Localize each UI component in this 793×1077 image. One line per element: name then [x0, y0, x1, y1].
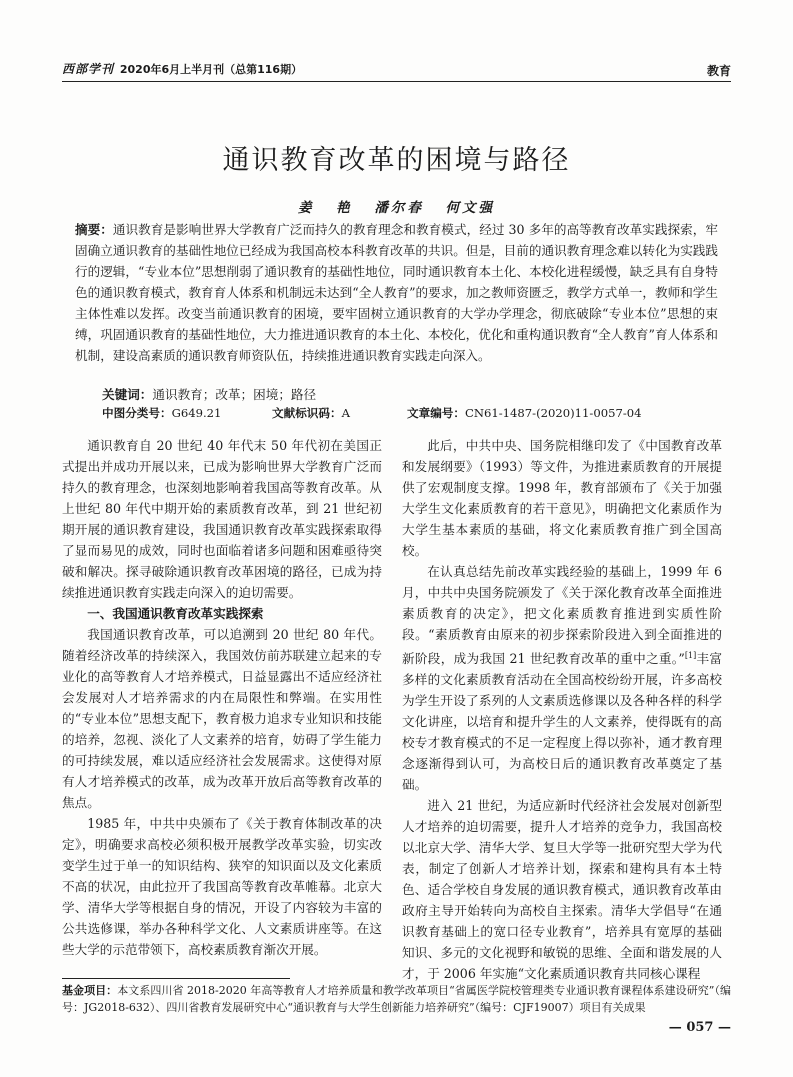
paragraph-continuation: 丰富多样的文化素质教育活动在全国高校纷纷开展，许多高校为学生开设了系列的人文素质选修课以及各种各样的科学文化讲座，以培育和提升学生的人文素养，使得既有的高校专才教育模式的不足一定程度上得以弥补，通才教育理念逐渐得到认可，为高校日后的通识教育改革奠定了基础。: [402, 651, 723, 793]
footnote-rule: [62, 978, 290, 979]
citation-marker[interactable]: [1]: [684, 651, 697, 660]
paragraph: [402, 561, 722, 795]
body-column-right: [402, 435, 722, 984]
keywords-label: 关键词：: [102, 387, 153, 402]
header-rule: [62, 81, 731, 82]
running-header: [62, 60, 731, 80]
document-code-value: A: [341, 406, 350, 420]
funding-footnote: [62, 982, 731, 1016]
paragraph: 1985 年，中共中央颁布了《关于教育体制改革的决定》，明确要求高校必须积极开展教学改革实验，切实改变学生过于单一的知识结构、狭窄的知识面以及文化素质不高的状况，由此拉开了我国高等教育改革帷幕。北京大学、清华大学等根据自身的情况，开设了内容较为丰富的公共选修课，举办各种科学文化、人文素质讲座等。在这些大学的示范带领下，高校素质教育渐次开展。: [62, 816, 382, 957]
journal-name: 西部学刊: [62, 62, 115, 76]
paragraph-text: 在认真总结先前改革实践经验的基础上，1999 年 6 月，中共中央国务院颁发了《关于深化教育改革全面推进素质教育的决定》，把文化素质教育推进到实质性阶段。“素质教育由原来的初步探索阶段进入到全面推进的新阶段，成为我国 21 世纪教育改革的重中之重。”: [402, 564, 722, 667]
article-number: [407, 405, 642, 421]
article-title: 通识教育改革的困境与路径: [222, 145, 571, 176]
document-code-label: 文献标识码：: [272, 406, 342, 420]
abstract: [75, 219, 718, 366]
classification-label: 中图分类号：: [102, 406, 172, 420]
article-number-value: CN61-1487-(2020)11-0057-04: [464, 406, 642, 420]
article-number-label: 文章编号：: [407, 406, 465, 420]
classification-number: [102, 405, 221, 421]
abstract-label: 摘要：: [75, 222, 113, 237]
body-column-left: [62, 435, 382, 960]
section-label: 教育: [706, 64, 731, 78]
author-line: 姜 艳 潘尔春 何文强: [297, 200, 496, 216]
paragraph: 进入 21 世纪，为适应新时代经济社会发展对创新型人才培养的迫切需要，提升人才培养的竞争力，我国高校以北京大学、清华大学、复旦大学等一批研究型大学为代表，制定了创新人才培养计划，探索和建构具有本土特色、适合学校自身发展的通识教育模式，通识教育改革由政府主导开始转向为高校自主探索。清华大学倡导“在通识教育基础上的宽口径专业教育”，培养具有宽厚的基础知识、多元的文化视野和敏锐的思维、全面和谐发展的人才，于 2006 年实施“文化素质通识教育共同核心课程: [402, 798, 722, 982]
document-code: [272, 405, 350, 421]
abstract-text: 通识教育是影响世界大学教育广泛而持久的教育理念和教育模式，经过 30 多年的高等教育改革实践探索，牢固确立通识教育的基础性地位已经成为我国高校本科教育改革的共识。但是，目前的通识教育理念难以转化为实践践行的逻辑，“专业本位”思想削弱了通识教育的基础性地位，同时通识教育本土化、本校化进程缓慢，缺乏具有自身特色的通识教育模式，教育育人体系和机制远未达到“全人教育”的要求，加之教师资匮乏，教学方式单一，教师和学生主体性难以发挥。改变当前通识教育的困境，要牢固树立通识教育的大学办学理念，彻底破除“专业本位”思想的束缚，巩固通识教育的基础性地位，大力推进通识教育的本土化、本校化，优化和重构通识教育“全人教育”育人体系和机制，建设高素质的通识教育师资队伍，持续推进通识教育实践走向深入。: [75, 222, 718, 363]
paragraph: 此后，中共中央、国务院相继印发了《中国教育改革和发展纲要》（1993）等文件，为推进素质教育的开展提供了宏观制度支撑。1998 年，教育部颁布了《关于加强大学生文化素质教育的若干意见》，明确把文化素质作为大学生基本素质的基础，将文化素质教育推广到全国高校。: [402, 438, 722, 558]
paragraph: 我国通识教育改革，可以追溯到 20 世纪 80 年代。随着经济改革的持续深入，我国效仿前苏联建立起来的专业化的高等教育人才培养模式，日益显露出不适应经济社会发展对人才培养需求的内在局限性和弊端。在实用性的“专业本位”思想支配下，教育极力追求专业知识和技能的培养，忽视、淡化了人文素养的培育，妨碍了学生能力的可持续发展，难以适应经济社会发展需求。这使得对原有人才培养模式的改革，成为改革开放后高等教育改革的焦点。: [62, 627, 382, 810]
page-number: — 057 —: [668, 1020, 731, 1035]
keywords: [102, 384, 316, 403]
footnote-label: 基金项目：: [62, 984, 118, 997]
footnote-text: 本文系四川省 2018-2020 年高等教育人才培养质量和教学改革项目“省属医学院校管理类专业通识教育课程体系建设研究”（编号：JG2018-632）、四川省教育发展研究中心“通识教育与大学生创新能力培养研究”（编号：CJF19007）项目有关成果: [62, 984, 731, 1014]
section-heading: 一、我国通识教育改革实践探索: [87, 606, 264, 621]
classification-value: G649.21: [171, 406, 222, 420]
paragraph: 通识教育自 20 世纪 40 年代末 50 年代初在美国正式提出并成功开展以来，已成为影响世界大学教育广泛而持久的教育理念，也深刻地影响着我国高等教育改革。从上世纪 80 年代中期开始的素质教育改革，到 21 世纪初期开展的通识教育建设，我国通识教育改革实践探索取得了显而易见的成效，同时也面临着诸多问题和困难亟待突破和解决。探寻破除通识教育改革困境的路径，已成为持续推进通识教育实践走向深入的迫切需要。: [62, 438, 382, 600]
issue-info: 2020年6月上半月刊（总第116期）: [119, 63, 303, 76]
keywords-text: 通识教育；改革；困境；路径: [152, 387, 317, 402]
